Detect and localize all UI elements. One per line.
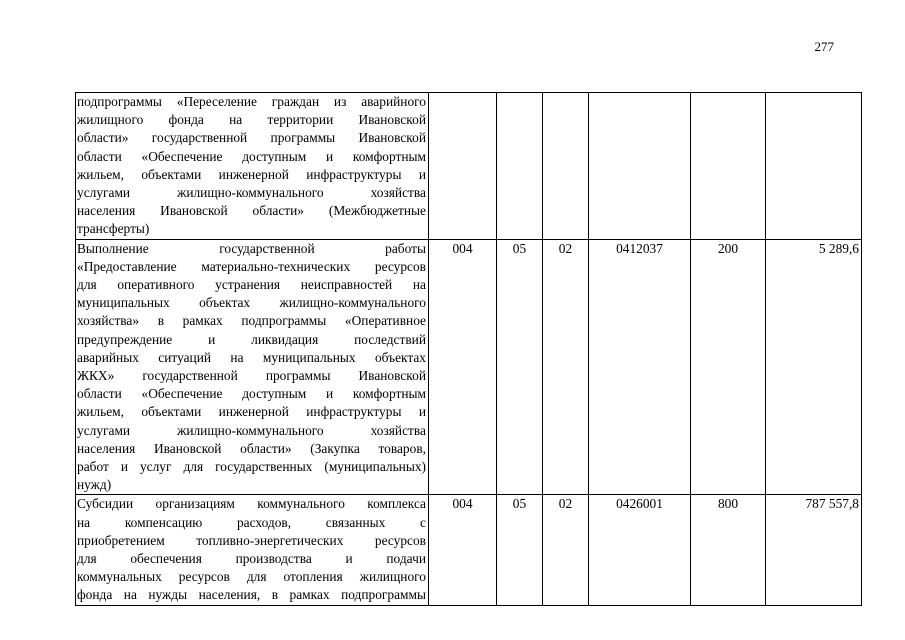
- target-article-code: 0426001: [589, 495, 691, 605]
- description-line: трансферты): [77, 221, 150, 237]
- description-line: населения Ивановской области» (Закупка товаров,: [77, 440, 426, 456]
- description-line: для оперативного устранения неисправностей на: [77, 277, 426, 293]
- expense-type-code: [691, 93, 766, 240]
- description-line: области «Обеспечение доступным и комфортным: [77, 148, 426, 164]
- description-line: на компенсацию расходов, связанных с: [77, 514, 426, 530]
- description-line: коммунальных ресурсов для отопления жилищного: [77, 569, 426, 585]
- section-code: [497, 93, 543, 240]
- description-line: Выполнение государственной работы: [77, 240, 426, 256]
- table-row: [76, 93, 862, 240]
- section-code: 05: [497, 495, 543, 605]
- expense-type-code: 800: [691, 495, 766, 605]
- description-line: жильем, объектами инженерной инфраструктуры и: [77, 404, 426, 420]
- description-line: подпрограммы «Переселение граждан из аварийного: [77, 94, 426, 109]
- description-line: приобретением топливно-энергетических ресурсов: [77, 532, 426, 548]
- table-row: [76, 239, 862, 495]
- description-line: населения Ивановской области» (Межбюджетные: [77, 203, 426, 219]
- description-line: хозяйства» в рамках подпрограммы «Оперативное: [77, 313, 426, 329]
- description-line: аварийных ситуаций на муниципальных объектах: [77, 349, 426, 365]
- target-article-code: [589, 93, 691, 240]
- description-line: для обеспечения производства и подачи: [77, 551, 426, 567]
- ministry-code: [429, 93, 497, 240]
- description-line: фонда на нужды населения, в рамках подпрограммы: [77, 587, 426, 603]
- description-line: жильем, объектами инженерной инфраструктуры и: [77, 166, 426, 182]
- subsection-code: 02: [543, 495, 589, 605]
- budget-table: [75, 92, 862, 606]
- row-description: [76, 239, 429, 495]
- description-line: области «Обеспечение доступным и комфортным: [77, 386, 426, 402]
- ministry-code: 004: [429, 239, 497, 495]
- row-description: [76, 495, 429, 605]
- amount: 787 557,8: [766, 495, 862, 605]
- amount: 5 289,6: [766, 239, 862, 495]
- amount: [766, 93, 862, 240]
- section-code: 05: [497, 239, 543, 495]
- ministry-code: 004: [429, 495, 497, 605]
- description-line: жилищного фонда на территории Ивановской: [77, 112, 426, 128]
- description-line: услугами жилищно-коммунального хозяйства: [77, 422, 426, 438]
- description-line: ЖКХ» государственной программы Ивановской: [77, 368, 426, 384]
- description-line: области» государственной программы Ивановской: [77, 130, 426, 146]
- description-line: муниципальных объектах жилищно-коммунального: [77, 295, 426, 311]
- table-row: [76, 495, 862, 605]
- target-article-code: 0412037: [589, 239, 691, 495]
- description-line: работ и услуг для государственных (муниципальных): [77, 459, 426, 475]
- subsection-code: 02: [543, 239, 589, 495]
- expense-type-code: 200: [691, 239, 766, 495]
- description-line: услугами жилищно-коммунального хозяйства: [77, 185, 426, 201]
- description-line: Субсидии организациям коммунального комплекса: [77, 496, 426, 512]
- description-line: нужд): [77, 477, 112, 493]
- description-line: предупреждение и ликвидация последствий: [77, 331, 426, 347]
- row-description: [76, 93, 429, 240]
- subsection-code: [543, 93, 589, 240]
- description-line: «Предоставление материально-технических ресурсов: [77, 258, 426, 274]
- page-number: 277: [814, 39, 834, 54]
